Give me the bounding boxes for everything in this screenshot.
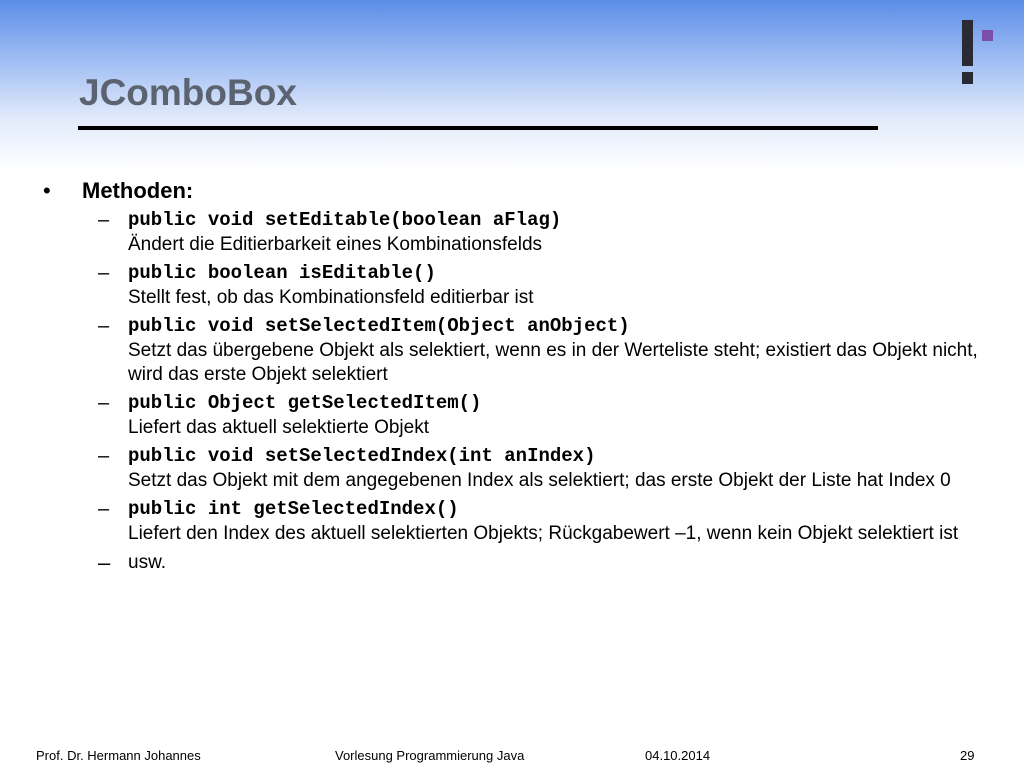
dash-marker: – bbox=[98, 445, 110, 467]
footer-date: 04.10.2014 bbox=[645, 748, 711, 763]
dash-marker: – bbox=[98, 498, 110, 520]
method-description: Setzt das übergebene Objekt als selektiert, wenn es in der Werteliste steht; existiert das Objekt nicht, wird das erste Objekt selektiert bbox=[128, 340, 978, 385]
list-item bbox=[0, 314, 1024, 387]
title-rule bbox=[78, 126, 878, 130]
footer-page-number: 29 bbox=[960, 748, 975, 763]
slide-title: JComboBox bbox=[79, 72, 297, 113]
method-signature: public void setSelectedIndex(int anIndex) bbox=[128, 445, 596, 467]
method-description: Setzt das Objekt mit dem angegebenen Index als selektiert; das erste Objekt der Liste hat Index 0 bbox=[128, 470, 951, 491]
list-item bbox=[0, 391, 1024, 440]
method-signature: public void setEditable(boolean aFlag) bbox=[128, 209, 562, 231]
method-description: Liefert den Index des aktuell selektierten Objekts; Rückgabewert –1, wenn kein Objekt selektiert ist bbox=[128, 523, 959, 544]
list-item bbox=[0, 208, 1024, 257]
method-signature: public boolean isEditable() bbox=[128, 262, 436, 284]
dash-marker: – bbox=[98, 262, 110, 284]
dash-marker: – bbox=[98, 315, 110, 337]
method-signature: public void setSelectedItem(Object anObject) bbox=[128, 315, 630, 337]
list-item bbox=[0, 444, 1024, 493]
list-item bbox=[0, 550, 1024, 575]
list-item-text: usw. bbox=[128, 552, 167, 573]
heading-bullet: • bbox=[43, 178, 51, 203]
method-signature: public int getSelectedIndex() bbox=[128, 498, 459, 520]
method-description: Liefert das aktuell selektierte Objekt bbox=[128, 417, 429, 438]
method-list bbox=[0, 208, 1024, 579]
list-item bbox=[0, 261, 1024, 310]
method-signature: public Object getSelectedItem() bbox=[128, 392, 482, 414]
section-heading: Methoden: bbox=[82, 178, 194, 203]
method-description: Stellt fest, ob das Kombinationsfeld editierbar ist bbox=[128, 287, 534, 308]
exclamation-logo-icon bbox=[958, 18, 998, 88]
method-description: Ändert die Editierbarkeit eines Kombinationsfelds bbox=[128, 234, 543, 255]
list-item bbox=[0, 497, 1024, 546]
dash-marker: – bbox=[98, 209, 110, 231]
footer-author: Prof. Dr. Hermann Johannes bbox=[36, 748, 201, 763]
dash-marker: – bbox=[98, 550, 111, 575]
footer-course: Vorlesung Programmierung Java bbox=[335, 748, 525, 763]
dash-marker: – bbox=[98, 392, 110, 414]
